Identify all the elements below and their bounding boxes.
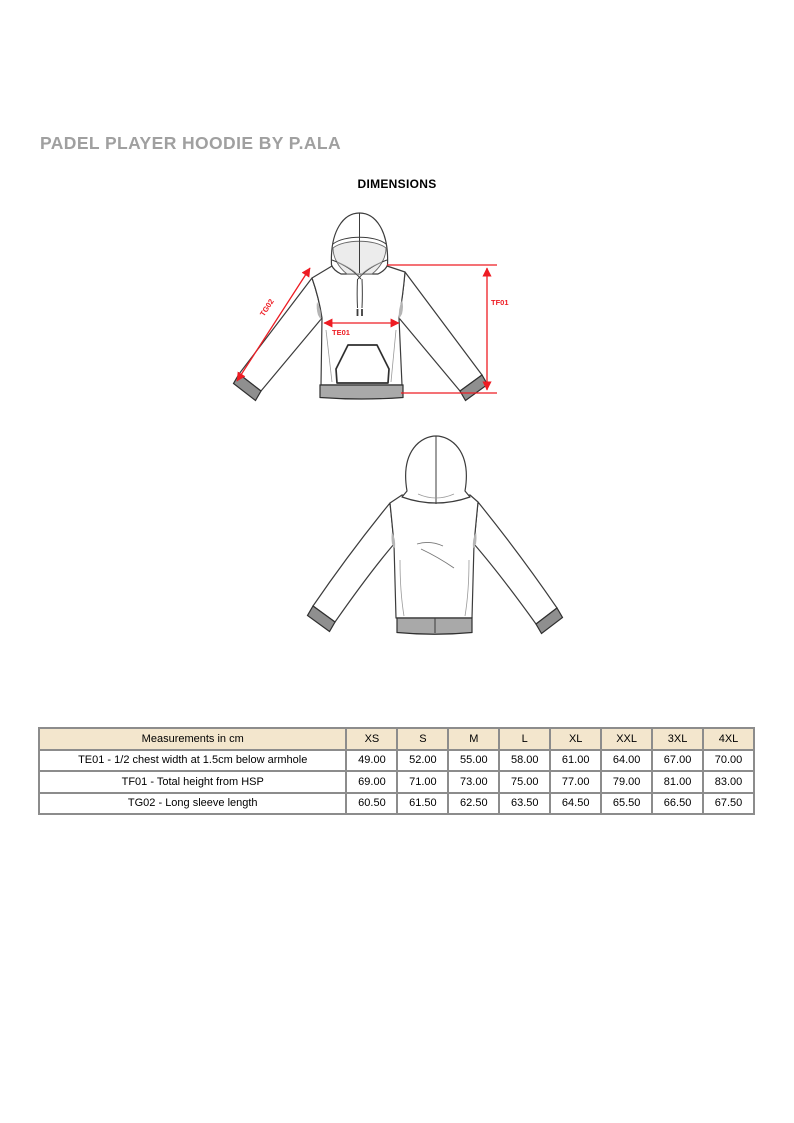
cell-value: 67.50 [703,793,754,815]
cell-value: 75.00 [499,771,550,793]
cell-value: 62.50 [448,793,499,815]
back-hood [402,436,470,504]
table-row-te01 [39,750,754,772]
cell-value: 71.00 [397,771,448,793]
cell-value: 69.00 [346,771,397,793]
tf01-label: TF01 [491,298,509,307]
front-left-sleeve [234,278,323,401]
cell-value: 70.00 [703,750,754,772]
cell-value: 79.00 [601,771,652,793]
hoodie-front-view-diagram [225,210,515,405]
column-header-l: L [499,728,550,750]
cell-value: 67.00 [652,750,703,772]
column-header-xxl: XXL [601,728,652,750]
column-header-3xl: 3XL [652,728,703,750]
cell-value: 66.50 [652,793,703,815]
table-row-tg02 [39,793,754,815]
hoodie-back-view-diagram [295,432,567,654]
front-hood [331,213,387,279]
dimensions-heading: DIMENSIONS [357,177,437,191]
back-body [390,495,478,618]
back-left-sleeve [308,503,395,632]
cell-value: 55.00 [448,750,499,772]
cell-value: 77.00 [550,771,601,793]
cell-value: 49.00 [346,750,397,772]
row-label: TG02 - Long sleeve length [39,793,346,815]
page-title: PADEL PLAYER HOODIE BY P.ALA [40,133,341,153]
size-table-container [38,727,755,815]
row-label: TE01 - 1/2 chest width at 1.5cm below armhole [39,750,346,772]
cell-value: 61.00 [550,750,601,772]
te01-label: TE01 [332,328,350,337]
column-header-s: S [397,728,448,750]
row-label: TF01 - Total height from HSP [39,771,346,793]
cell-value: 73.00 [448,771,499,793]
column-header-measurements: Measurements in cm [39,728,346,750]
table-row-tf01 [39,771,754,793]
column-header-4xl: 4XL [703,728,754,750]
size-table [38,727,755,815]
cell-value: 83.00 [703,771,754,793]
cell-value: 52.00 [397,750,448,772]
column-header-xl: XL [550,728,601,750]
cell-value: 64.00 [601,750,652,772]
back-right-sleeve [474,502,563,634]
size-table-header-row [39,728,754,750]
cell-value: 65.50 [601,793,652,815]
column-header-xs: XS [346,728,397,750]
cell-value: 61.50 [397,793,448,815]
front-hem-band [320,385,403,399]
cell-value: 58.00 [499,750,550,772]
cell-value: 81.00 [652,771,703,793]
tg02-label: TG02 [258,297,276,318]
column-header-m: M [448,728,499,750]
cell-value: 63.50 [499,793,550,815]
cell-value: 60.50 [346,793,397,815]
cell-value: 64.50 [550,793,601,815]
front-right-sleeve [399,272,488,401]
